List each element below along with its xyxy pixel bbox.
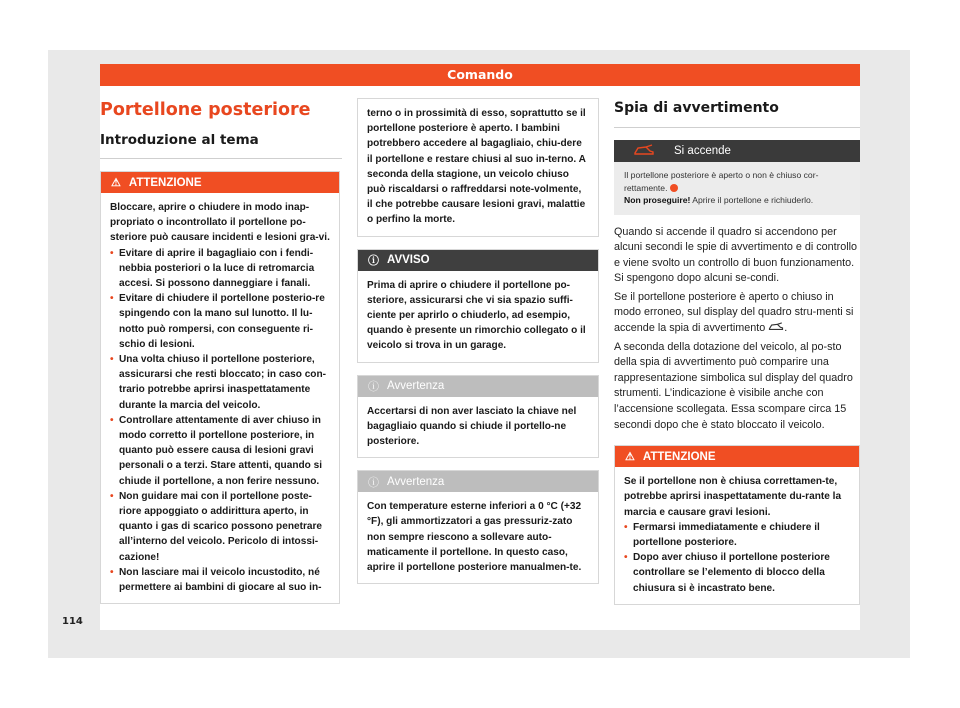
attenzione-header <box>615 446 859 467</box>
attenzione-continuation-text: terno o in prossimità di esso, soprattutto se il portellone posteriore è aperto. I bambini potrebbero accedere al bagagliaio, chiu-dere il portellone e restare chiusi al suo in-terno. A seconda della stagione, un veicolo chiuso può riscaldarsi o raffreddarsi note-volmente, il che potrebbe causare lesioni gravi, malattie o perfino la morte. <box>367 108 586 226</box>
warning-lamp-body <box>614 162 860 215</box>
avviso-box <box>357 249 599 363</box>
avvertenza-heading: Avvertenza <box>387 475 445 488</box>
attenzione-bullet: • Evitare di aprire il bagagliaio con i fendi-nebbia posteriori o la luce di retromarcia accesi. Si possono danneggiare i fanali. <box>110 246 330 292</box>
attenzione-heading: ATTENZIONE <box>642 450 716 463</box>
attenzione-box <box>614 445 860 605</box>
avviso-header <box>358 250 598 271</box>
avviso-text: Prima di aprire o chiudere il portellone po-steriore, assicurarsi che vi sia spazio suffi-ciente per aprirlo o chiuderlo, ad esempio, quando è presente un rimorchio collegato o il veicolo si trova in un garage. <box>367 279 586 352</box>
attenzione-heading: ATTENZIONE <box>128 176 202 189</box>
stop-label: Non proseguire! <box>624 195 691 205</box>
body-paragraph: Se il portellone posteriore è aperto o chiuso in modo erroneo, sul display del quadro stru-menti si accende la spia di avvertimento . <box>614 290 854 335</box>
info-square-icon: ⓘ <box>368 476 379 489</box>
attenzione-bullet: • Dopo aver chiuso il portellone posteriore controllare se l’elemento di blocco della chiusura si è incastrato bene. <box>624 550 850 596</box>
warning-lamp-table <box>614 140 860 215</box>
warning-lamp-text: Il portellone posteriore è aperto o non è chiuso cor-rettamente. <box>624 170 819 193</box>
stop-text: Aprire il portellone e richiuderlo. <box>692 195 814 205</box>
avvertenza-text: Con temperature esterne inferiori a 0 °C (+32 °F), gli ammortizzatori a gas pressuriz-zato non sempre riescono a sollevare auto-maticamente il portellone. In questo caso, aprire il portellone posteriore manualmen-te. <box>367 501 582 574</box>
info-square-icon: ⓘ <box>368 381 379 394</box>
attenzione-bullet: • Non lasciare mai il veicolo incustodito, né permettere ai bambini di giocare al suo in- <box>110 565 330 595</box>
body-paragraph: A seconda della dotazione del veicolo, al po-sto della spia di avvertimento può comparire una rappresentazione simbolica sul display del quadro strumenti. L’indicazione è visibile anche con l’accensione scollegata. Essa scompare circa 15 secondi dopo che è stato bloccato il veicolo. <box>614 340 853 431</box>
body-paragraph: Quando si accende il quadro si accendono per alcuni secondi le spie di avvertimento e di controllo e viene svolto un controllo di buon funzionamento. Si spengono dopo alcuni se-condi. <box>614 225 858 285</box>
attenzione-bullet: • Fermarsi immediatamente e chiudere il portellone posteriore. <box>624 520 850 550</box>
info-circle-icon: ⓘ <box>368 255 379 268</box>
page-title: Portellone posteriore <box>100 100 311 120</box>
avvertenza-header <box>358 376 598 397</box>
avvertenza-header <box>358 471 598 492</box>
attenzione-bullet: • Evitare di chiudere il portellone posterio-re spingendo con la mano sul lunotto. Il lu-notto può rompersi, con conseguente ri-schio di lesioni. <box>110 291 330 352</box>
attenzione-bullet: • Controllare attentamente di aver chiuso in modo corretto il portellone posteriore, in quanto può essere causa di lesioni gravi personali o a terzi. Stare attenti, quando si chiude il portellone, a non ferire nessuno. <box>110 413 330 489</box>
attenzione-body <box>101 193 339 603</box>
column-right <box>614 98 860 605</box>
avviso-heading: AVVISO <box>387 254 430 267</box>
attenzione-intro: Se il portellone non è chiusa correttamen-te, potrebbe aprirsi inaspettatamente du-rante la marcia e causare gravi lesioni. <box>624 476 842 518</box>
column-left <box>100 98 340 604</box>
attenzione-bullet: • Non guidare mai con il portellone poste-riore appoggiato o addirittura aperto, in quanto i gas di scarico possono penetrare all’interno del veicolo. Pericolo di intossi-cazione! <box>110 489 330 565</box>
page-number: 114 <box>62 616 83 627</box>
attenzione-intro: Bloccare, aprire o chiudere in modo inap-propriato o incontrollato il portellone po-steriore può causare incidenti e lesioni gra-vi. <box>110 202 330 244</box>
avvertenza-heading: Avvertenza <box>387 380 445 393</box>
avvertenza-text: Accertarsi di non aver lasciato la chiave nel bagagliaio quando si chiude il portello-ne posteriore. <box>367 405 577 448</box>
open-tailgate-icon <box>614 144 674 159</box>
avvertenza-box-1 <box>357 375 599 459</box>
attenzione-bullet: • Una volta chiuso il portellone posteriore, assicurarsi che resti bloccato; in caso con-trario potrebbe aprirsi inaspettatamente durante la marcia del veicolo. <box>110 352 330 413</box>
warning-triangle-icon: ⚠ <box>625 451 635 464</box>
attenzione-body <box>615 467 859 604</box>
warning-lamp-heading: Si accende <box>674 145 731 157</box>
attenzione-continuation-box <box>357 98 599 237</box>
column-middle <box>357 98 599 584</box>
section-banner: Comando <box>100 64 860 86</box>
attenzione-box <box>100 171 340 604</box>
section-subtitle: Introduzione al tema <box>100 130 342 159</box>
stop-dot-icon <box>670 184 678 192</box>
attenzione-header <box>101 172 339 193</box>
warning-lamp-header <box>614 140 860 162</box>
body-paragraph-text: Se il portellone posteriore è aperto o chiuso in modo erroneo, sul display del quadro stru-menti si accende la spia di avvertimento <box>614 290 854 335</box>
open-tailgate-icon <box>768 322 784 334</box>
warning-triangle-icon: ⚠ <box>111 177 121 189</box>
avvertenza-box-2 <box>357 470 599 584</box>
section-title: Spia di avvertimento <box>614 98 860 128</box>
